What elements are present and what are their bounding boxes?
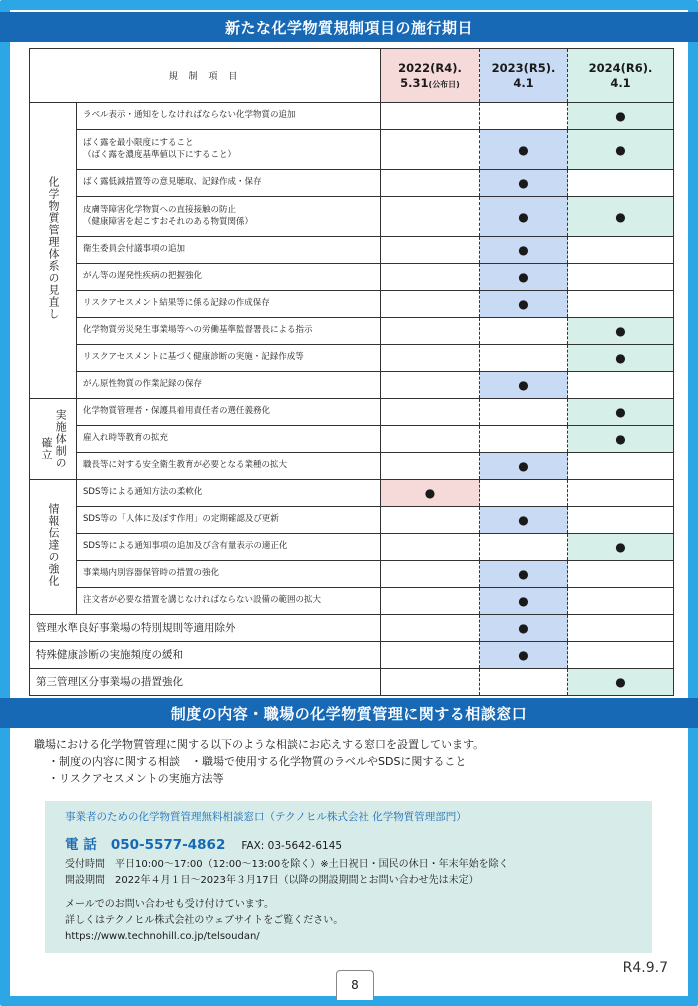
category-label: 確立	[40, 437, 53, 461]
section-title-schedule: 新たな化学物質規制項目の施行期日	[0, 12, 698, 42]
date-mark-cell	[480, 318, 568, 345]
contact-title: 事業者のための化学物質管理無料相談窓口（テクノヒル株式会社 化学物質管理部門）	[65, 811, 467, 823]
regulation-item-subtext: （ばく露を濃度基準値以下にすること）	[83, 149, 237, 160]
regulation-item	[77, 399, 381, 426]
bullet-mark: ●	[615, 142, 626, 157]
regulation-item	[77, 426, 381, 453]
regulation-item-text: リスクアセスメントに基づく健康診断の実施・記録作成等	[83, 352, 304, 363]
date-mark-cell	[480, 399, 568, 426]
date-mark-cell	[381, 399, 480, 426]
table-row	[30, 318, 674, 345]
date-mark-cell	[480, 561, 568, 588]
bullet-mark: ●	[518, 378, 529, 392]
regulation-item	[77, 480, 381, 507]
regulation-item	[77, 507, 381, 534]
regulation-item-text: 化学物質労災発生事業場等への労働基準監督署長による指示	[83, 325, 313, 336]
date-mark-cell	[568, 318, 674, 345]
bullet-mark: ●	[615, 540, 626, 554]
bullet-mark: ●	[518, 594, 529, 608]
date-mark-cell	[568, 561, 674, 588]
regulation-item	[30, 642, 381, 669]
col-2023-date: 4.1	[513, 75, 534, 90]
bullet-mark: ●	[518, 270, 529, 284]
regulation-item	[77, 372, 381, 399]
date-mark-cell	[568, 264, 674, 291]
col-2022-year: 2022(R4).	[398, 61, 462, 76]
contact-website-note: 詳しくはテクノヒル株式会社のウェブサイトをご覧ください。	[65, 915, 344, 926]
date-mark-cell	[381, 642, 480, 669]
contact-url-link[interactable]: https://www.technohill.co.jp/telsoudan/	[65, 931, 260, 942]
page-number: 8	[336, 970, 374, 1000]
date-mark-cell	[381, 130, 480, 170]
tel-label: 電 話	[65, 837, 97, 853]
table-row	[30, 372, 674, 399]
category-label: 化学物質管理体系の見直し	[47, 176, 61, 321]
date-mark-cell	[480, 345, 568, 372]
regulation-item-text: がん等の遅発性疾病の把握強化	[83, 271, 203, 282]
regulation-item-text: 化学物質管理者・保護具着用責任者の選任義務化	[83, 406, 271, 417]
date-mark-cell	[480, 588, 568, 615]
regulation-item-text: リスクアセスメント結果等に係る記録の作成保存	[83, 298, 270, 309]
date-mark-cell	[480, 291, 568, 318]
table-row	[30, 103, 674, 130]
col-2024	[568, 49, 674, 103]
bullet-mark: ●	[615, 432, 626, 446]
regulation-item	[77, 453, 381, 480]
table-row	[30, 669, 674, 696]
date-mark-cell	[480, 130, 568, 170]
bullet-mark: ●	[518, 621, 529, 635]
date-mark-cell	[480, 372, 568, 399]
regulation-item	[77, 197, 381, 237]
regulation-item	[77, 103, 381, 130]
intro-line: 職場における化学物質管理に関する以下のような相談にお応えする窓口を設置しています。	[34, 738, 485, 751]
regulation-item-text: ラベル表示・通知をしなければならない化学物質の追加	[83, 110, 296, 121]
contact-box	[45, 801, 652, 953]
regulation-item-text: 第三管理区分事業場の措置強化	[36, 675, 183, 688]
bullet-mark: ●	[424, 486, 436, 500]
date-mark-cell	[568, 170, 674, 197]
contact-mail: メールでのお問い合わせも受け付けています。	[65, 899, 274, 910]
tel-number[interactable]: 050-5577-4862	[110, 837, 226, 853]
date-mark-cell	[480, 264, 568, 291]
date-mark-cell	[381, 372, 480, 399]
intro-bullet: ・制度の内容に関する相談 ・職場で使用する化学物質のラベルやSDSに関すること	[48, 755, 467, 769]
table-row	[30, 170, 674, 197]
date-mark-cell	[480, 170, 568, 197]
regulation-item-text: 衛生委員会付議事項の追加	[83, 244, 186, 255]
regulation-item-text: 雇入れ時等教育の拡充	[83, 433, 169, 444]
bullet-mark: ●	[518, 142, 529, 157]
regulation-item-subtext: （健康障害を起こすおそれのある物質関係）	[83, 216, 254, 227]
category-label: 実施体制の	[54, 409, 68, 469]
document-date: R4.9.7	[622, 960, 668, 976]
table-header-row	[30, 49, 674, 103]
date-mark-cell	[480, 615, 568, 642]
bullet-mark: ●	[615, 351, 626, 365]
date-mark-cell	[480, 642, 568, 669]
date-mark-cell	[381, 480, 480, 507]
bullet-mark: ●	[518, 297, 529, 311]
col-2024-date: 4.1	[610, 75, 631, 90]
col-2022-date: 5.31	[400, 75, 429, 90]
date-mark-cell	[381, 170, 480, 197]
category-cell	[30, 399, 77, 480]
table-row	[30, 642, 674, 669]
regulation-item	[30, 615, 381, 642]
date-mark-cell	[381, 507, 480, 534]
date-mark-cell	[568, 534, 674, 561]
date-mark-cell	[381, 453, 480, 480]
col-2022-note: (公布日)	[428, 79, 460, 89]
date-mark-cell	[381, 426, 480, 453]
date-mark-cell	[568, 453, 674, 480]
regulation-item-text: がん原性物質の作業記録の保存	[83, 379, 203, 390]
table-row	[30, 345, 674, 372]
date-mark-cell	[381, 237, 480, 264]
regulation-item	[77, 318, 381, 345]
date-mark-cell	[480, 534, 568, 561]
contact-hours: 受付時間 平日10:00～17:00（12:00～13:00を除く）※土日祝日・国民の休日・年末年始を除く	[65, 859, 509, 870]
date-mark-cell	[381, 669, 480, 696]
date-mark-cell	[381, 561, 480, 588]
date-mark-cell	[480, 426, 568, 453]
table-row	[30, 588, 674, 615]
bullet-mark: ●	[615, 109, 626, 123]
date-mark-cell	[568, 426, 674, 453]
bullet-mark: ●	[518, 513, 529, 527]
regulation-item	[30, 669, 381, 696]
regulation-item-text: 事業場内別容器保管時の措置の強化	[83, 568, 220, 579]
regulation-item-text: 管理水準良好事業場の特別規則等適用除外	[36, 621, 236, 634]
date-mark-cell	[568, 103, 674, 130]
table-row	[30, 480, 674, 507]
table-row	[30, 615, 674, 642]
table-row	[30, 534, 674, 561]
regulation-item-text: SDS等の「人体に及ぼす作用」の定期確認及び更新	[83, 514, 279, 525]
bullet-mark: ●	[615, 209, 626, 224]
regulation-item	[77, 534, 381, 561]
table-row	[30, 426, 674, 453]
bullet-mark: ●	[518, 648, 529, 662]
date-mark-cell	[480, 669, 568, 696]
regulation-item-text: 皮膚等障害化学物質への直接接触の防止	[83, 205, 237, 216]
date-mark-cell	[480, 197, 568, 237]
date-mark-cell	[381, 345, 480, 372]
date-mark-cell	[381, 291, 480, 318]
intro-bullet: ・リスクアセスメントの実施方法等	[48, 772, 224, 786]
date-mark-cell	[480, 480, 568, 507]
date-mark-cell	[381, 264, 480, 291]
bullet-mark: ●	[518, 243, 529, 257]
table-row	[30, 507, 674, 534]
date-mark-cell	[381, 103, 480, 130]
date-mark-cell	[568, 372, 674, 399]
date-mark-cell	[568, 480, 674, 507]
date-mark-cell	[480, 103, 568, 130]
table-row	[30, 561, 674, 588]
date-mark-cell	[381, 534, 480, 561]
regulation-item-text: SDS等による通知方法の柔軟化	[83, 487, 203, 498]
regulation-item-text: ばく露を最小限度にすること	[83, 138, 194, 149]
regulation-item	[77, 130, 381, 170]
date-mark-cell	[480, 453, 568, 480]
date-mark-cell	[568, 615, 674, 642]
regulation-item-text: 特殊健康診断の実施頻度の緩和	[36, 648, 183, 661]
regulation-item-text: 注文者が必要な措置を講じなければならない設備の範囲の拡大	[83, 595, 322, 606]
date-mark-cell	[381, 197, 480, 237]
table-row	[30, 130, 674, 170]
date-mark-cell	[480, 237, 568, 264]
table-row	[30, 237, 674, 264]
contact-period: 開設期間 2022年４月１日～2023年３月17日（以降の開設期間とお問い合わせ先は未定）	[65, 875, 479, 886]
regulation-item-text: 職長等に対する安全衛生教育が必要となる業種の拡大	[83, 460, 288, 471]
date-mark-cell	[480, 507, 568, 534]
date-mark-cell	[568, 345, 674, 372]
date-mark-cell	[568, 237, 674, 264]
date-mark-cell	[381, 615, 480, 642]
table-row	[30, 399, 674, 426]
bullet-mark: ●	[518, 459, 529, 473]
regulation-item	[77, 345, 381, 372]
regulation-item	[77, 264, 381, 291]
category-label: 情報伝達の強化	[47, 502, 61, 587]
date-mark-cell	[568, 588, 674, 615]
date-mark-cell	[568, 507, 674, 534]
col-2023-year: 2023(R5).	[491, 61, 556, 76]
regulation-item	[77, 291, 381, 318]
table-row	[30, 197, 674, 237]
col-2022	[381, 49, 480, 103]
regulation-item	[77, 588, 381, 615]
category-cell	[30, 480, 77, 615]
fax-number: FAX: 03-5642-6145	[241, 840, 343, 852]
bullet-mark: ●	[615, 324, 626, 338]
col-2023	[480, 49, 568, 103]
table-row	[30, 453, 674, 480]
date-mark-cell	[568, 669, 674, 696]
date-mark-cell	[568, 291, 674, 318]
date-mark-cell	[568, 197, 674, 237]
date-mark-cell	[381, 318, 480, 345]
regulation-schedule-table	[29, 48, 674, 696]
contact-tel	[65, 833, 632, 853]
section-title-consultation: 制度の内容・職場の化学物質管理に関する相談窓口	[0, 698, 698, 728]
category-cell	[30, 103, 77, 399]
date-mark-cell	[568, 642, 674, 669]
col-2024-year: 2024(R6).	[588, 61, 653, 76]
date-mark-cell	[381, 588, 480, 615]
regulation-item	[77, 170, 381, 197]
bullet-mark: ●	[518, 176, 529, 190]
regulation-item-text: SDS等による通知事項の追加及び含有量表示の適正化	[83, 541, 288, 552]
bullet-mark: ●	[615, 405, 626, 419]
table-row	[30, 264, 674, 291]
table-row	[30, 291, 674, 318]
date-mark-cell	[568, 130, 674, 170]
bullet-mark: ●	[518, 567, 529, 581]
bullet-mark: ●	[518, 209, 529, 224]
regulation-item	[77, 561, 381, 588]
bullet-mark: ●	[615, 675, 626, 689]
regulation-item	[77, 237, 381, 264]
regulation-item-text: ばく露低減措置等の意見聴取、記録作成・保存	[83, 177, 262, 188]
consultation-intro	[34, 736, 674, 787]
date-mark-cell	[568, 399, 674, 426]
header-item: 規 制 項 目	[168, 72, 242, 82]
